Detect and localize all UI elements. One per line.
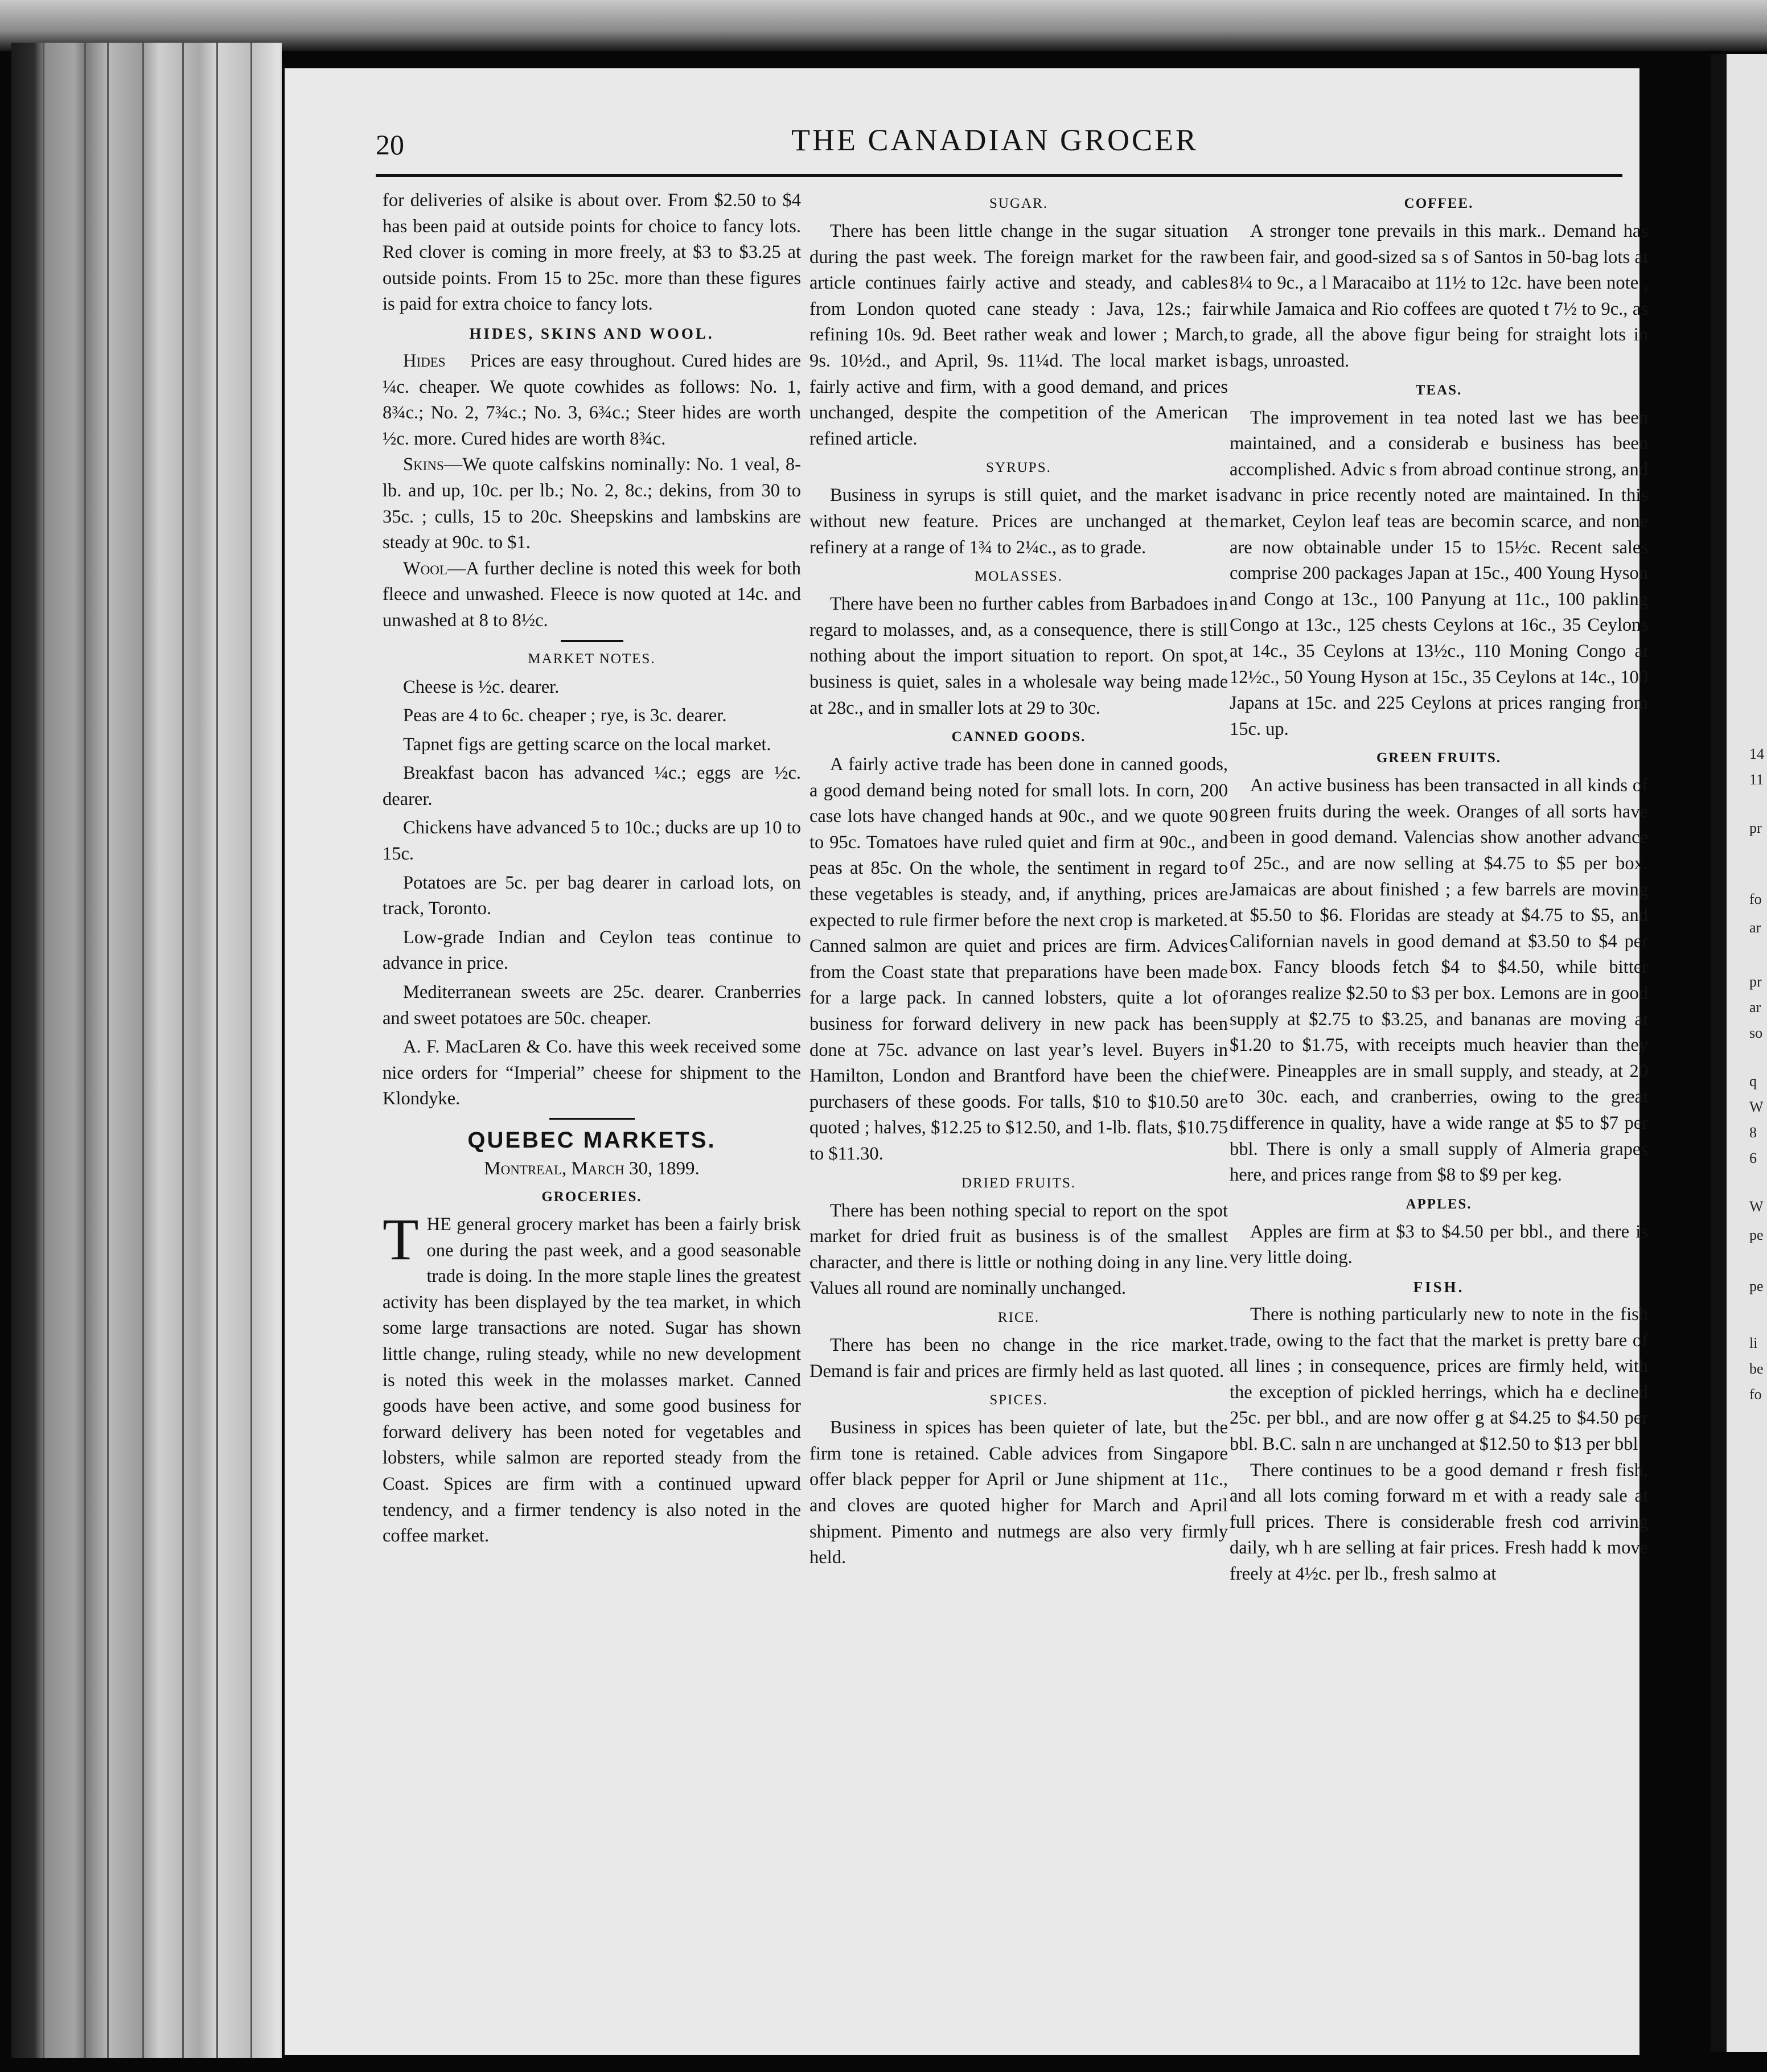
market-note: Low-grade Indian and Ceylon teas continue to advance in price. [383,927,801,974]
market-note: A. F. MacLaren & Co. have this week received some nice orders for “Imperial” cheese for shipment to the Klondyke. [383,1037,801,1109]
margin-fragment: W [1749,1198,1764,1215]
heading-rice: RICE. [997,1309,1040,1325]
market-note: Chickens have advanced 5 to 10c.; ducks are up 10 to 15c. [383,817,801,865]
margin-fragment: fo [1749,891,1762,907]
paragraph-fish-fresh: There continues to be a good demand r fresh fish, and all lots coming forward m et with a ready sale at full prices. There is considerable fresh cod arriving daily, wh h are selling at fair prices. Fresh hadd k move freely at 4½c. per lb., fresh salmo at [1230,1460,1648,1584]
market-note: Peas are 4 to 6c. cheaper ; rye, is 3c. dearer. [403,705,727,726]
paragraph-syrups: Business in syrups is still quiet, and the market is without new feature. Prices are unchanged at the refinery at a range of 1¾ to 2¼c., as to grade. [809,485,1228,558]
market-note: Tapnet figs are getting scarce on the local market. [403,734,771,755]
paragraph-apples: Apples are firm at $3 to $4.50 per bbl., and there is very little doing. [1230,1221,1648,1268]
header-rule [376,174,1622,177]
margin-fragment: pr [1749,820,1762,836]
heading-canned-goods: CANNED GOODS. [951,729,1086,745]
drop-cap: T [383,1207,419,1272]
margin-fragment: li [1749,1335,1758,1351]
paragraph-coffee: A stronger tone prevails in this mark.. Demand has been fair, and good-sized sa s of Santos in 50-bag lots at 8¼ to 9c., a l Maracaibo at 11½ to 12c. have been note , while Jamaica and Rio coffees are quoted t 7½ to 9c., as to grade, all the above figur being for straight lots in bags, unroasted. [1230,221,1648,371]
margin-fragment: 6 [1749,1150,1757,1166]
margin-fragment: pe [1749,1227,1764,1243]
adjacent-page-strip [1711,54,1767,2052]
margin-fragment: pr [1749,973,1762,990]
heading-teas: TEAS. [1415,382,1462,398]
text-skins: —We quote calfskins nominally: No. 1 veal, 8-lb. and up, 10c. per lb.; No. 2, 8c.; dekins, from 30 to 35c. ; culls, 15 to 20c. Sheepskins and lambskins are steady at 90c. to $1. [383,454,801,553]
text-wool: —A further decline is noted this week for both fleece and unwashed. Fleece is now quoted at 14c. and unwashed at 8 to 8½c. [383,558,801,631]
text-hides: Prices are easy throughout. Cured hides are ¼c. cheaper. We quote cowhides as follows: No. 1, 8¾c.; No. 2, 7¾c.; No. 3, 6¾c.; Steer hides are worth ½c. more. Cured hides are worth 8¾c. [383,350,801,449]
newspaper-page [285,68,1648,2055]
column-2 [809,188,1228,1571]
heading-green-fruits: GREEN FRUITS. [1376,750,1502,766]
market-note: Mediterranean sweets are 25c. dearer. Cranberries and sweet potatoes are 50c. cheaper. [383,982,801,1029]
paragraph-skins [383,452,801,556]
margin-fragment: W [1749,1099,1764,1115]
heading-apples: APPLES. [1406,1196,1472,1212]
paragraph-hides [383,348,801,452]
paragraph-canned-goods: A fairly active trade has been done in canned goods, a good demand being noted for small lots. In corn, 200 case lots have changed hands at 90c., and we quote 90 to 95c. Tomatoes have ruled quiet and firm at 90c., and peas at 85c. On the whole, the sentiment in regard to these vegetables is steady, and, if anything, prices are expected to rule firmer before the next crop is marketed. Canned salmon are quiet and prices are firm. Advices from the Coast state that preparations have been made for a large pack. In canned lobsters, quite a lot of business for forward delivery in new pack has been done at 75c. advance on last year’s level. Buyers in Hamilton, London and Brantford have been the chief purchasers of these goods. For talls, $10 to $10.50 are quoted ; halves, $12.25 to $12.50, and 1-lb. flats, $10.75 to $11.30. [809,754,1228,1164]
paragraph-teas: The improvement in tea noted last we has been maintained, and a considerab e business has been accomplished. Advic s from abroad continue strong, and advanc in price recently noted are maintained. In this market, Ceylon leaf teas are becomin scarce, and none are now obtainable under 15 to 15½c. Recent sales comprise 200 packages Japan at 15c., 400 Young Hyson and Congo at 13c., 100 Panyung at 11c., 100 pakling Congo at 13c., 125 chests Ceylons at 16c., 35 Ceylons at 14c., 35 Ceylons at 13½c., 110 Moning Congo at 12½c., 50 Young Hyson at 15c., 35 Ceylons at 14c., 100 Japans at 15c. and 225 Ceylons at prices ranging from 15c. up. [1230,407,1648,739]
paragraph-dried-fruits: There has been nothing special to report on the spot market for dried fruit as business is of the smallest character, and there is little or nothing doing in any line. Values all round are nominally unchanged. [809,1200,1228,1299]
section-divider [549,1118,635,1120]
column-1 [383,188,801,1549]
page-number: 20 [376,129,404,161]
heading-hides-skins-wool: HIDES, SKINS AND WOOL. [469,324,714,342]
lead-skins: Skins [403,454,444,475]
heading-quebec-markets: QUEBEC MARKETS. [467,1128,716,1153]
heading-fish: FISH. [1413,1278,1465,1296]
heading-dried-fruits: DRIED FRUITS. [961,1175,1076,1191]
heading-sugar: SUGAR. [989,196,1048,211]
heading-spices: SPICES. [989,1392,1048,1408]
paragraph-green-fruits: An active business has been transacted in all kinds of green fruits during the week. Oranges of all sorts have been in good demand. Valencias show another advance of 25c., and are now selling at $4.75 to $5 per box. Jamaicas are about finished ; a few barrels are moving at $5.50 to $6. Floridas are steady at $4.75 to $5, and Californian navels in good demand at $3.50 to $4 per box. Fancy bloods fetch $4 to $4.50, while bitter oranges realize $2.50 to $3 per box. Lemons are in good supply at $2.75 to $3.25, and bananas are moving at $1.20 to $1.75, with receipts much heavier than they were. Pineapples are in small supply, and steady, at 20 to 30c. each, and cranberries, owing to the great difference in quality, have a wide range at $5 to $7 per bbl. There is only a small supply of Almeria grapes here, and prices range from $8 to $9 per keg. [1230,775,1648,1186]
margin-fragment: ar [1749,999,1761,1016]
margin-fragment: 14 [1749,746,1764,762]
lead-wool: Wool [403,558,447,579]
margin-fragment: fo [1749,1386,1762,1403]
market-note: Potatoes are 5c. per bag dearer in carload lots, on track, Toronto. [383,872,801,919]
dateline: Montreal, March 30, 1899. [484,1158,700,1179]
margin-fragment: 8 [1749,1124,1757,1141]
section-divider [561,640,623,642]
paragraph-spices: Business in spices has been quieter of late, but the firm tone is retained. Cable advices from Singapore offer black pepper for April or June shipment at 11c., and cloves are quoted higher for March and April shipment. Pimento and nutmegs are also very firmly held. [809,1417,1228,1568]
paragraph-sugar: There has been little change in the sugar situation during the past week. The foreign market for the raw article continues fairly active and steady, and cables from London quoted cane steady : Java, 12s.; fair refining 10s. 9d. Beet rather weak and lower ; March, 9s. 10½d., and April, 9s. 11¼d. The local market is fairly active and firm, with a good demand, and prices unchanged, despite the competition of the American refined article. [809,221,1228,449]
margin-fragment: ar [1749,919,1761,936]
column-3 [1230,188,1648,1588]
margin-fragment: be [1749,1360,1764,1377]
paragraph-rice: There has been no change in the rice market. Demand is fair and prices are firmly held as last quoted. [809,1334,1228,1382]
lead-hides: Hides [403,350,446,371]
heading-coffee: COFFEE. [1404,196,1474,211]
text-groceries: HE general grocery market has been a fairly brisk one during the past week, and a good seasonable trade is doing. In the more staple lines the greatest activity has been displayed by the tea market, in which some large transactions are noted. Sugar has shown little change, ruling steady, while no new development is noted this week in the molasses market. Canned goods have been active, and some good business for forward delivery has been noted for vegetables and lobsters, while salmon are reported steady from the Coast. Spices are firm with a continued upward tendency, and a firmer tendency is also noted in the coffee market. [383,1214,801,1547]
paragraph-seed: for deliveries of alsike is about over. From $2.50 to $4 has been paid at outside points for choice to fancy lots. Red clover is coming in more freely, at $3 to $3.25 at outside points. From 15 to 25c. more than these figures is paid for extra choice to fancy lots. [383,190,801,315]
paragraph-fish: There is nothing particularly new to note in the fish trade, owing to the fact that the market is pretty bare of all lines ; in consequence, prices are firmly held, with the exception of pickled herrings, which ha e declined 25c. per bbl., and are now offer g at $4.25 to $4.50 per bbl. B.C. saln n are unchanged at $12.50 to $13 per bbl [1230,1304,1648,1454]
paragraph-molasses: There have been no further cables from Barbadoes in regard to molasses, and, as a consequence, there is still nothing about the import situation to report. On spot, business is quiet, sales in a wholesale way being made at 28c., and in smaller lots at 29 to 30c. [809,594,1228,718]
masthead-title: THE CANADIAN GROCER [791,123,1198,157]
book-page-edges [11,43,282,2058]
heading-market-notes: MARKET NOTES. [528,651,656,667]
heading-groceries: GROCERIES. [541,1189,642,1204]
heading-molasses: MOLASSES. [975,569,1063,585]
margin-fragment: 11 [1749,771,1764,788]
paragraph-wool [383,556,801,634]
paragraph-groceries [383,1207,801,1549]
heading-syrups: SYRUPS. [986,460,1051,476]
margin-fragment: pe [1749,1278,1764,1294]
page-header [285,122,1634,168]
margin-fragment: so [1749,1025,1763,1041]
margin-fragment: q [1749,1073,1757,1090]
market-note: Breakfast bacon has advanced ¼c.; eggs are ½c. dearer. [383,763,801,809]
market-note: Cheese is ½c. dearer. [403,676,560,697]
